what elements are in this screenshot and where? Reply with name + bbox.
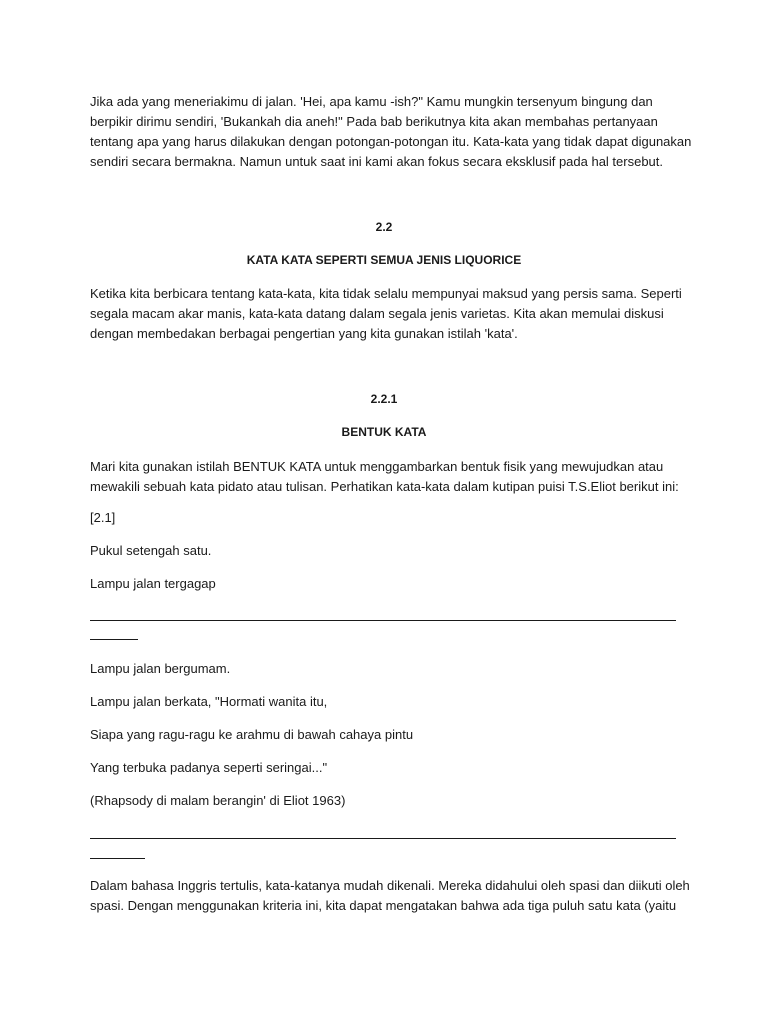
text-line: Dalam bahasa Inggris tertulis, kata-katanya mudah dikenali. Mereka didahului oleh spasi dan diikuti oleh <box>90 878 690 893</box>
text-line: sendiri secara bermakna. Namun untuk saat ini kami akan fokus secara eksklusif pada hal tersebut. <box>90 154 664 169</box>
poem-line: Siapa yang ragu-ragu ke arahmu di bawah cahaya pintu <box>90 727 414 742</box>
poem-line: Lampu jalan tergagap <box>90 576 216 591</box>
poem-line: Yang terbuka padanya seperti seringai..." <box>90 760 328 775</box>
section-paragraph <box>90 284 682 344</box>
subsection-paragraph <box>90 457 682 497</box>
horizontal-rule <box>90 858 145 859</box>
text-line: spasi. Dengan menggunakan kriteria ini, kita dapat mengatakan bahwa ada tiga puluh satu kata (yaitu <box>90 898 677 913</box>
subsection-title: BENTUK KATA <box>341 425 427 439</box>
text-line: Ketika kita berbicara tentang kata-kata, kita tidak selalu mempunyai maksud yang persis sama. Seperti <box>90 286 682 301</box>
text-line: Jika ada yang meneriakimu di jalan. 'Hei, apa kamu -ish?" Kamu mungkin tersenyum bingung dan <box>90 94 653 109</box>
poem-line: Pukul setengah satu. <box>90 543 212 558</box>
section-number: 2.2 <box>375 220 393 234</box>
text-line: dengan membedakan berbagai pengertian yang kita gunakan istilah 'kata'. <box>90 326 518 341</box>
closing-paragraph <box>90 876 690 916</box>
text-line: berpikir dirimu sendiri, 'Bukankah dia aneh!" Pada bab berikutnya kita akan membahas pertanyaan <box>90 114 658 129</box>
section-title: KATA KATA SEPERTI SEMUA JENIS LIQUORICE <box>246 253 522 267</box>
text-line: tentang apa yang harus dilakukan dengan potongan-potongan itu. Kata-kata yang tidak dapat digunakan <box>90 134 692 149</box>
poem-citation: (Rhapsody di malam berangin' di Eliot 1963) <box>90 793 346 808</box>
text-line: Mari kita gunakan istilah BENTUK KATA untuk menggambarkan bentuk fisik yang mewujudkan atau <box>90 459 664 474</box>
text-line: mewakili sebuah kata pidato atau tulisan. Perhatikan kata-kata dalam kutipan puisi T.S.Eliot berikut ini: <box>90 479 679 494</box>
subsection-number: 2.2.1 <box>370 392 398 406</box>
text-line: segala macam akar manis, kata-kata datang dalam segala jenis varietas. Kita akan memulai diskusi <box>90 306 664 321</box>
poem-label: [2.1] <box>90 510 116 525</box>
horizontal-rule <box>90 639 138 640</box>
horizontal-rule <box>90 838 676 839</box>
horizontal-rule <box>90 620 676 621</box>
poem-line: Lampu jalan bergumam. <box>90 661 231 676</box>
intro-paragraph <box>90 92 692 172</box>
poem-line: Lampu jalan berkata, "Hormati wanita itu, <box>90 694 328 709</box>
